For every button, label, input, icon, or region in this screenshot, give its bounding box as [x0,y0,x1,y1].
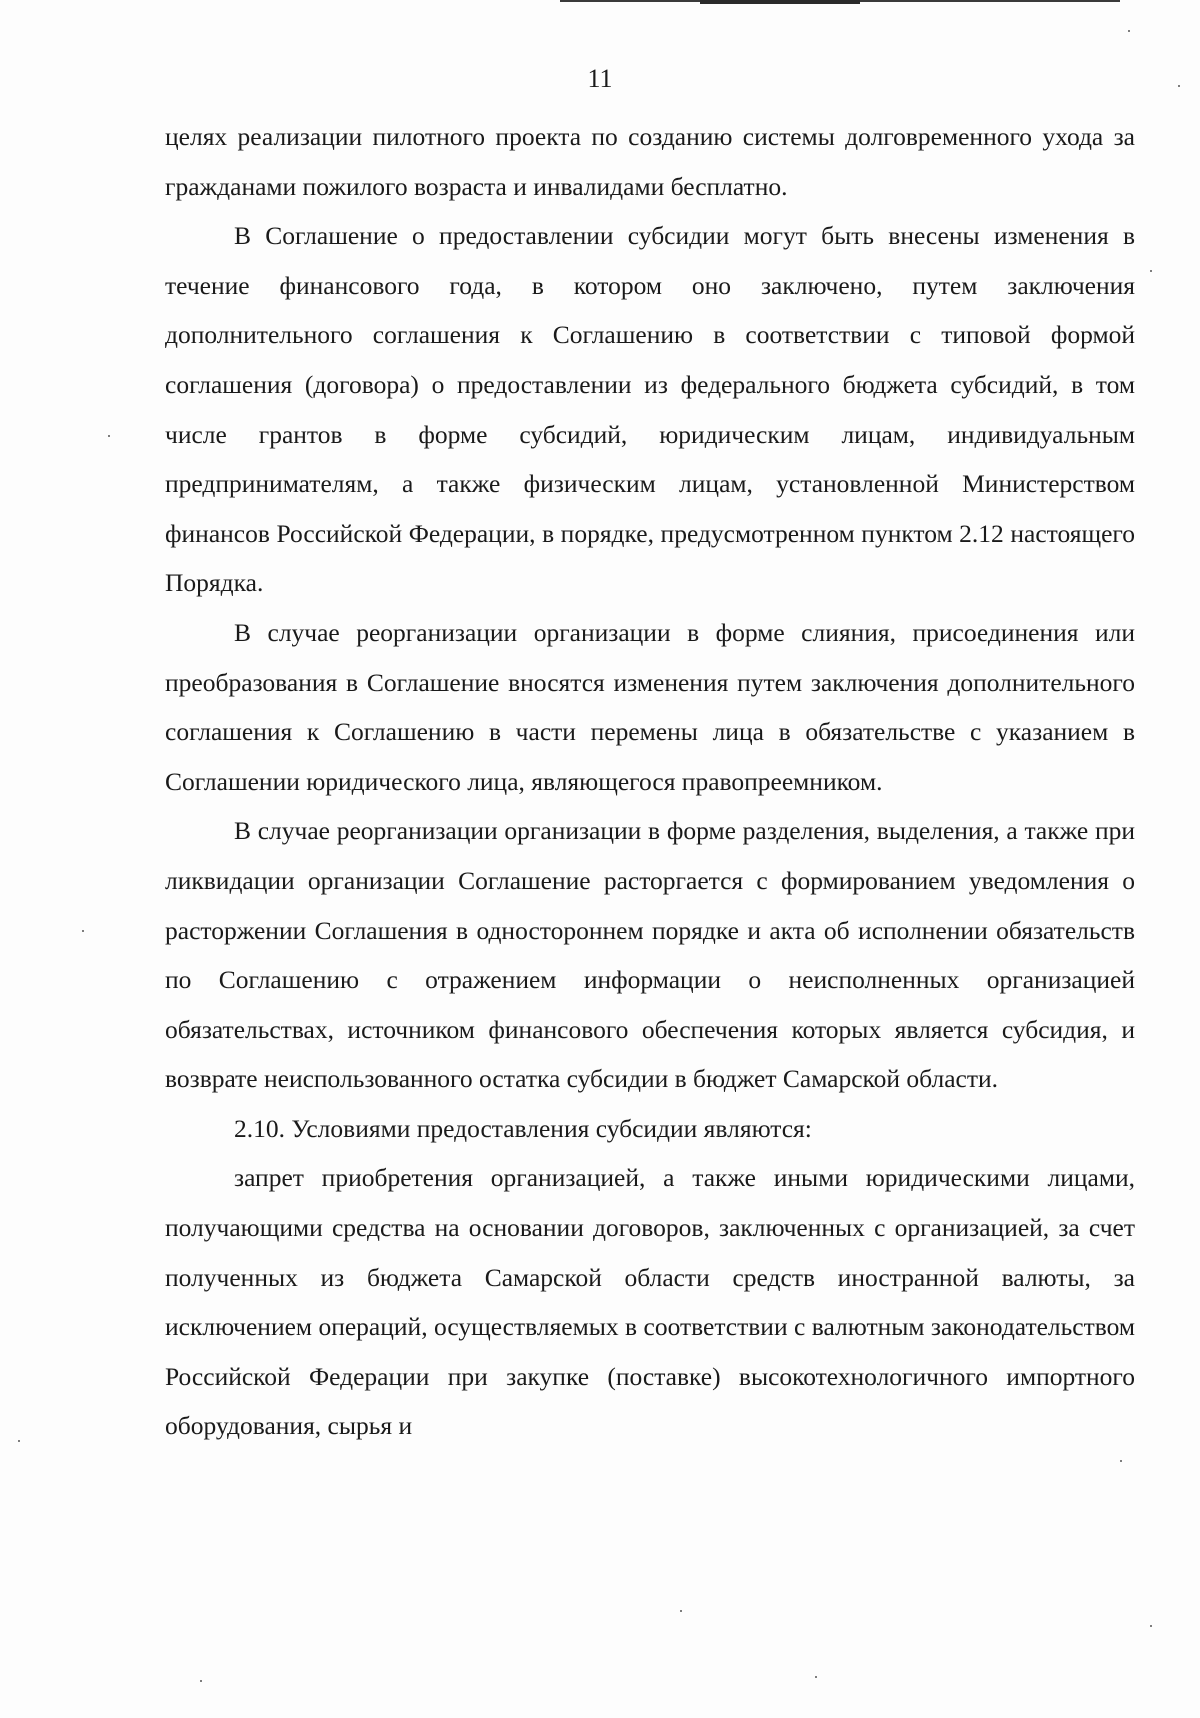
document-body [165,112,1135,1451]
scan-speck [1128,30,1130,32]
paragraph-agreement-changes: В Соглашение о предоставлении субсидии могут быть внесены изменения в течение финансового года, в котором оно заключено, путем заключения дополнительного соглашения к Соглашению в соответствии с типовой формой соглашения (договора) о предоставлении из федерального бюджета субсидий, в том числе грантов в форме субсидий, юридическим лицам, индивидуальным предпринимателям, а также физическим лицам, установленной Министерством финансов Российской Федерации, в порядке, предусмотренном пунктом 2.12 настоящего Порядка. [165,221,1135,598]
scan-speck [1178,85,1180,87]
paragraph-section-2-10: 2.10. Условиями предоставления субсидии являются: [234,1113,812,1143]
scan-top-edge-mark [700,0,860,4]
scan-speck [82,930,84,932]
paragraph-reorganization-merger: В случае реорганизации организации в форме слияния, присоединения или преобразования в Соглашение вносятся изменения путем заключения дополнительного соглашения к Соглашению в части перемены лица в обязательстве с указанием в Соглашении юридического лица, являющегося правопреемником. [165,617,1135,796]
page-number: 11 [587,64,613,93]
scan-speck [1150,1625,1152,1627]
paragraph-reorganization-division: В случае реорганизации организации в форме разделения, выделения, а также при ликвидации организации Соглашение расторгается с формированием уведомления о расторжении Соглашения в одностороннем порядке и акта об исполнении обязательств по Соглашению с отражением информации о неисполненных организацией обязательствах, источником финансового обеспечения которых является субсидия, и возврате неиспользованного остатка субсидии в бюджет Самарской области. [165,816,1135,1094]
scan-speck [815,1676,817,1678]
scan-speck [200,1680,202,1682]
paragraph-continuation: целях реализации пилотного проекта по созданию системы долговременного ухода за гражданами пожилого возраста и инвалидами бесплатно. [165,122,1135,201]
paragraph-prohibition: запрет приобретения организацией, а также иными юридическими лицами, получающими средства на основании договоров, заключенных с организацией, за счет полученных из бюджета Самарской области средств иностранной валюты, за исключением операций, осуществляемых в соответствии с валютным законодательством Российской Федерации при закупке (поставке) высокотехнологичного импортного оборудования, сырья и [165,1163,1135,1441]
scan-speck [108,435,110,437]
scan-speck [18,1440,20,1442]
scan-speck [1120,1460,1122,1462]
scan-speck [1150,270,1152,272]
scan-speck [680,1610,682,1612]
